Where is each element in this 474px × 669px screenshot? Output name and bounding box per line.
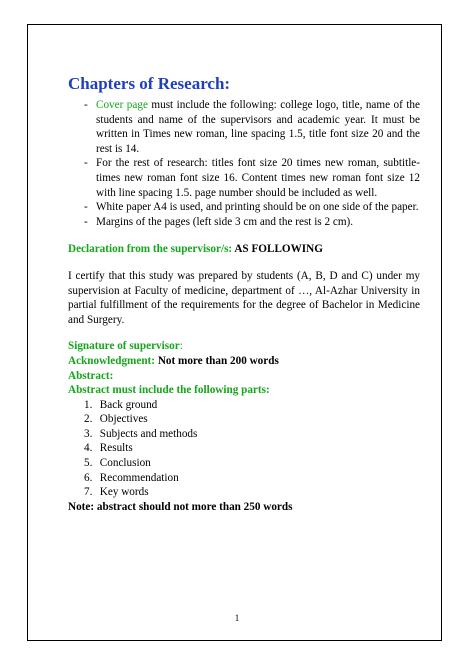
list-item	[68, 200, 420, 215]
list-item	[68, 156, 420, 200]
acknowledgment-value: Not more than 200 words	[155, 354, 279, 367]
declaration-value: AS FOLLOWING	[232, 243, 323, 256]
list-item	[68, 485, 420, 500]
list-item	[68, 441, 420, 456]
acknowledgment-label: Acknowledgment:	[68, 354, 156, 367]
list-item	[68, 456, 420, 471]
signature-label: Signature of supervisor	[68, 340, 180, 353]
list-item	[68, 98, 420, 156]
document-body	[68, 74, 420, 514]
list-item-text: White paper A4 is used, and printing should be on one side of the paper.	[96, 201, 419, 214]
list-item-text: Margins of the pages (left side 3 cm and the rest is 2 cm).	[96, 215, 354, 228]
list-number: 6.	[84, 471, 93, 484]
declaration-label: Declaration from the supervisor/s:	[68, 243, 233, 256]
certify-paragraph: I certify that this study was prepared by students (A, B, D and C) under my supervision at Faculty of medicine, department of …, Al-Azhar University in partial fulfillment of the requirements for the degree of Bachelor in Medicine and Surgery.	[68, 269, 420, 326]
signature-colon: :	[179, 340, 183, 353]
list-item	[68, 215, 420, 230]
list-item-text: Objectives	[99, 413, 148, 426]
cover-page-label: Cover page	[96, 99, 148, 111]
abstract-parts-label: Abstract must include the following parts:	[68, 384, 270, 397]
abstract-parts-list	[68, 398, 420, 500]
list-number: 3.	[84, 427, 93, 440]
list-item-text: Back ground	[99, 398, 158, 411]
list-item-text: For the rest of research: titles font size 20 times new roman, subtitle-times new roman font size 16. Content times new roman font size 12 with line spacing 1.5. page number should be included as well.	[96, 157, 420, 199]
list-number: 4.	[84, 442, 93, 455]
list-item-text: must include the following: college logo, title, name of the students and name of the supervisors and academic year. It must be written in Times new roman, line spacing 1.5, title font size 20 and the rest is 14.	[96, 99, 420, 155]
list-item	[68, 412, 420, 427]
list-item-text: Results	[99, 442, 133, 455]
signature-line	[68, 339, 420, 354]
list-item	[68, 427, 420, 442]
list-item-text: Subjects and methods	[99, 427, 198, 440]
abstract-note: Note: abstract should not more than 250 words	[68, 500, 293, 513]
list-item-text: Key words	[99, 486, 149, 499]
page-number: 1	[234, 613, 240, 623]
requirements-list	[68, 98, 420, 229]
chapters-heading: Chapters of Research:	[68, 74, 231, 93]
list-number: 7.	[84, 486, 93, 499]
list-item-text: Conclusion	[99, 457, 151, 470]
list-item	[68, 398, 420, 413]
list-number: 1.	[84, 398, 93, 411]
list-item	[68, 471, 420, 486]
acknowledgment-line	[68, 354, 420, 369]
list-number: 2.	[84, 413, 93, 426]
list-number: 5.	[84, 457, 93, 470]
list-item-text: Recommendation	[99, 471, 179, 484]
declaration-line	[68, 242, 420, 257]
abstract-label: Abstract:	[68, 369, 114, 382]
